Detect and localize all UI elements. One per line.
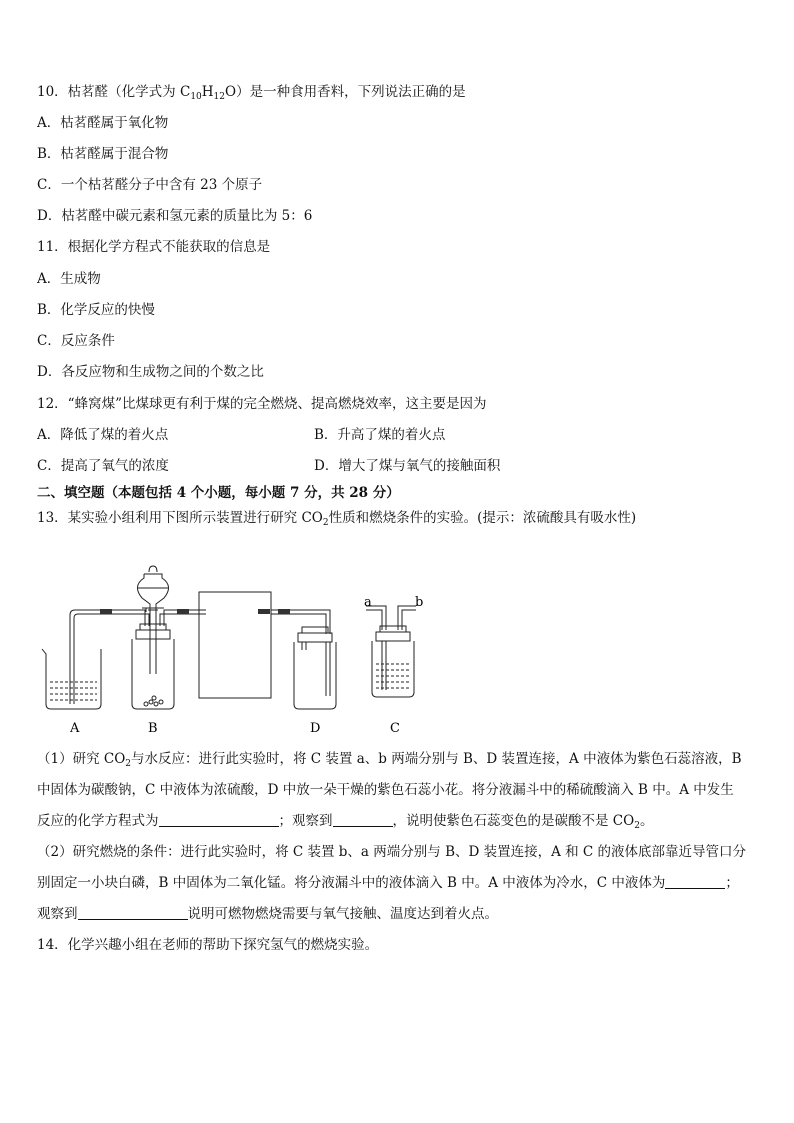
- q14-stem: 14．化学兴趣小组在老师的帮助下探究氢气的燃烧实验。: [37, 937, 379, 953]
- connector-ab: [100, 609, 112, 614]
- placeholder-box: [199, 592, 271, 698]
- bottle-c: [366, 606, 416, 697]
- label-apparatus-b: B: [148, 721, 158, 736]
- q13-part1-line3: [37, 812, 653, 830]
- q12-option-b[interactable]: B．升高了煤的着火点: [314, 427, 446, 443]
- q10-option-a[interactable]: A．枯茗醛属于氧化物: [37, 115, 169, 131]
- q13-p1-l3-b: ；观察到: [278, 813, 333, 829]
- bottle-b: [132, 566, 206, 709]
- label-a-port: a: [364, 595, 372, 610]
- connector-b-box: [177, 609, 189, 614]
- apparatus-figure: [36, 564, 456, 744]
- q13-part1-line2: 中固体为碳酸钠，C 中液体为浓硫酸，D 中放一朵干燥的紫色石蕊小花。将分液漏斗中的稀硫酸滴入 B 中。A 中发生: [37, 782, 734, 798]
- q11-stem: 11．根据化学方程式不能获取的信息是: [37, 239, 271, 255]
- q13-p1-l1-b: 与水反应：进行此实验时，将 C 装置 a、b 两端分别与 B、D 装置连接，A 中液体为紫色石蕊溶液，B: [131, 751, 742, 767]
- q13-stem-part2: 性质和燃烧条件的实验。(提示：浓硫酸具有吸水性): [328, 510, 637, 526]
- section-heading-fill-blank: 二、填空题（本题包括 4 个小题，每小题 7 分，共 28 分）: [37, 485, 400, 501]
- q13-p1-l3-d: 。: [639, 813, 654, 829]
- q13-p2-l2-b: ；: [725, 875, 739, 891]
- q13-subscript: 2: [322, 518, 329, 528]
- q13-p1-l1-sub: 2: [125, 759, 132, 769]
- bottle-d: [294, 627, 336, 709]
- q13-part2-line2: [37, 874, 739, 892]
- q13-part1-line1: [37, 750, 742, 768]
- q10-stem: [37, 83, 466, 101]
- q10-subscript-c: 10: [190, 92, 202, 102]
- q12-stem: 12．“蜂窝煤”比煤球更有利于煤的完全燃烧、提高燃烧效率，这主要是因为: [37, 396, 487, 412]
- q13-p1-l3-c: ，说明使紫色石蕊变色的是碳酸不是 CO: [392, 813, 635, 829]
- beaker-a: [42, 610, 132, 709]
- q10-subscript-h: 12: [213, 92, 225, 102]
- q10-option-d[interactable]: D．枯茗醛中碳元素和氢元素的质量比为 5：6: [37, 208, 313, 224]
- q12-option-c[interactable]: C．提高了氧气的浓度: [37, 458, 169, 474]
- q13-p2-l3-b: 说明可燃物燃烧需要与氧气接触、温度达到着火点。: [187, 906, 498, 922]
- answer-blank-observation-2[interactable]: [78, 905, 188, 920]
- label-b-port: b: [415, 595, 424, 610]
- label-apparatus-c: C: [390, 721, 400, 736]
- answer-blank-observation-1[interactable]: [333, 812, 393, 827]
- answer-blank-liquid-c[interactable]: [665, 874, 725, 889]
- label-apparatus-a: A: [70, 721, 80, 736]
- q13-part2-line3: [37, 905, 498, 923]
- q10-option-c[interactable]: C．一个枯茗醛分子中含有 23 个原子: [37, 177, 263, 193]
- q11-option-c[interactable]: C．反应条件: [37, 333, 115, 349]
- label-apparatus-d: D: [310, 721, 321, 736]
- q12-option-a[interactable]: A．降低了煤的着火点: [37, 427, 169, 443]
- q11-option-a[interactable]: A．生成物: [37, 271, 101, 287]
- q13-p2-l3-a: 观察到: [37, 906, 78, 922]
- q13-p1-l1-a: （1）研究 CO: [37, 751, 126, 767]
- q11-option-d[interactable]: D．各反应物和生成物之间的个数之比: [37, 364, 264, 380]
- q12-option-d[interactable]: D．增大了煤与氧气的接触面积: [314, 458, 501, 474]
- q13-stem: [37, 509, 636, 527]
- q10-stem-part2: H: [201, 84, 214, 100]
- q13-stem-part1: 13．某实验小组利用下图所示装置进行研究 CO: [37, 510, 323, 526]
- q13-p1-l3-sub: 2: [634, 821, 640, 831]
- q10-stem-part3: O）是一种食用香料，下列说法正确的是: [225, 84, 466, 100]
- q11-option-b[interactable]: B．化学反应的快慢: [37, 302, 155, 318]
- q13-p2-l2-a: 别固定一小块白磷，B 中固体为二氧化锰。将分液漏斗中的液体滴入 B 中。A 中液体为冷水，C 中液体为: [37, 875, 666, 891]
- q10-option-b[interactable]: B．枯茗醛属于混合物: [37, 146, 169, 162]
- answer-blank-equation[interactable]: [159, 812, 279, 827]
- q10-stem-part1: 10．枯茗醛（化学式为 C: [37, 84, 191, 100]
- q13-p1-l3-a: 反应的化学方程式为: [37, 813, 159, 829]
- q13-part2-line1: （2）研究燃烧的条件：进行此实验时，将 C 装置 b、a 两端分别与 B、D 装置连接，A 和 C 的液体底部靠近导管口分: [37, 844, 747, 860]
